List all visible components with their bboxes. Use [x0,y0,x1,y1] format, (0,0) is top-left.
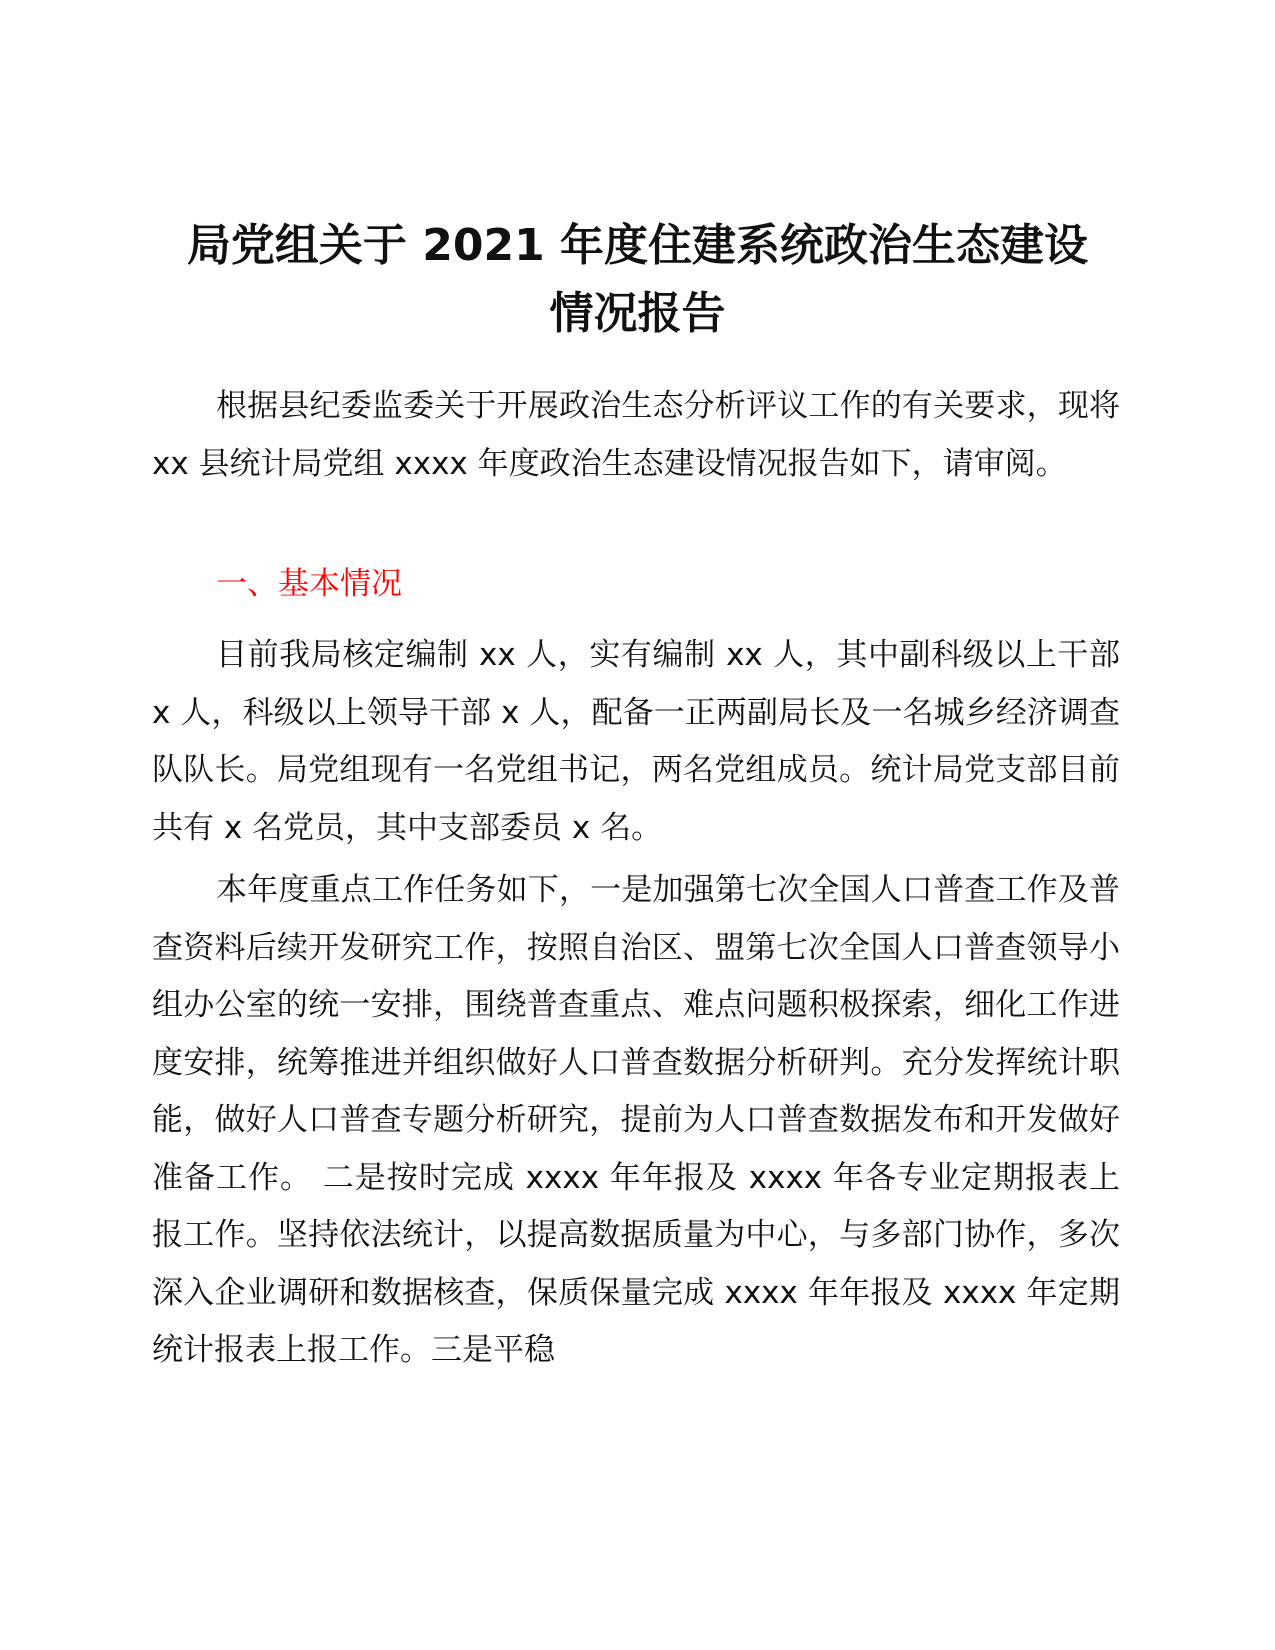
document-title-line-2: 情况报告 [549,288,726,339]
staffing-paragraph: 目前我局核定编制 xx 人，实有编制 xx 人，其中副科级以上干部 x 人，科级以上领导干部 x 人，配备一正两副局长及一名城乡经济调查队队长。局党组现有一名党组书记，两名党组成员。统计局党支部目前共有 x 名党员，其中支部委员 x 名。 [152,637,1120,846]
section-heading: 一、基本情况 [216,566,402,602]
key-tasks-paragraph: 本年度重点工作任务如下，一是加强第七次全国人口普查工作及普查资料后续开发研究工作，按照自治区、盟第七次全国人口普查领导小组办公室的统一安排，围绕普查重点、难点问题积极探索，细化工作进度安排，统筹推进并组织做好人口普查数据分析研判。充分发挥统计职能，做好人口普查专题分析研究，提前为人口普查数据发布和开发做好准备工作。 二是按时完成 xxxx 年年报及 xxxx 年各专业定期报表上报工作。坚持依法统计，以提高数据质量为中心，与多部门协作，多次深入企业调研和数据核查，保质保量完成 xxxx 年年报及 xxxx 年定期统计报表上报工作。三是平稳 [152,872,1120,1368]
document-title-line-1: 局党组关于 2021 年度住建系统政治生态建设 [186,220,1089,271]
intro-paragraph: 根据县纪委监委关于开展政治生态分析评议工作的有关要求，现将 xx 县统计局党组 xxxx 年度政治生态建设情况报告如下，请审阅。 [152,388,1120,482]
